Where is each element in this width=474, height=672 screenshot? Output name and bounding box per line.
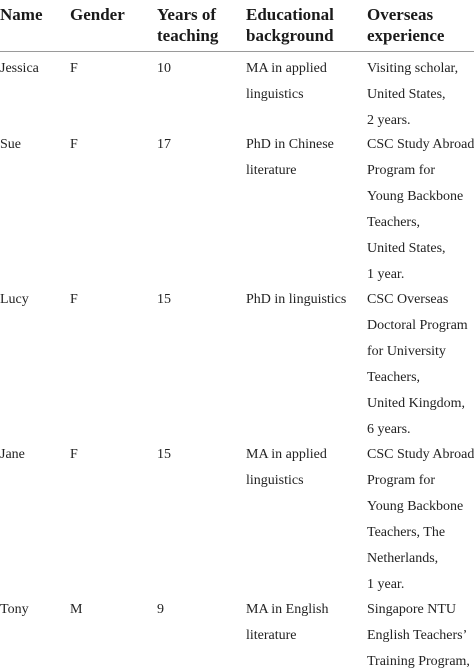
cell-gender: M (70, 602, 83, 617)
cell-overseas: CSC Overseas Doctoral Program for University Teachers, United Kingdom, 6 years. (367, 292, 468, 437)
cell-gender: F (70, 292, 78, 307)
header-overseas: Overseas experience (367, 5, 445, 45)
cell-education: MA in applied linguistics (246, 447, 327, 488)
header-divider (0, 51, 474, 52)
cell-overseas: CSC Study Abroad Program for Young Backbone Teachers, The Netherlands, 1 year. (367, 447, 474, 592)
cell-education: PhD in linguistics (246, 292, 347, 307)
header-years: Years of teaching (157, 5, 219, 45)
cell-years: 15 (157, 292, 171, 307)
cell-name: Lucy (0, 292, 29, 307)
table-header (0, 0, 474, 50)
cell-education: PhD in Chinese literature (246, 137, 334, 178)
cell-name: Sue (0, 137, 21, 152)
cell-gender: F (70, 447, 78, 462)
header-gender: Gender (70, 5, 125, 24)
cell-education: MA in applied linguistics (246, 61, 327, 102)
cell-overseas: Visiting scholar, United States, 2 years. (367, 61, 459, 128)
header-name: Name (0, 5, 43, 24)
cell-overseas: CSC Study Abroad Program for Young Backbone Teachers, United States, 1 year. (367, 137, 474, 282)
cell-gender: F (70, 137, 78, 152)
cell-years: 9 (157, 602, 164, 617)
cell-name: Jane (0, 447, 25, 462)
cell-education: MA in English literature (246, 602, 329, 643)
cell-overseas: Singapore NTU English Teachers’ Training Program, (367, 602, 470, 669)
cell-name: Jessica (0, 61, 39, 76)
cell-years: 17 (157, 137, 171, 152)
cell-name: Tony (0, 602, 29, 617)
cell-years: 15 (157, 447, 171, 462)
header-education: Educational background (246, 5, 334, 45)
cell-years: 10 (157, 61, 171, 76)
cell-gender: F (70, 61, 78, 76)
